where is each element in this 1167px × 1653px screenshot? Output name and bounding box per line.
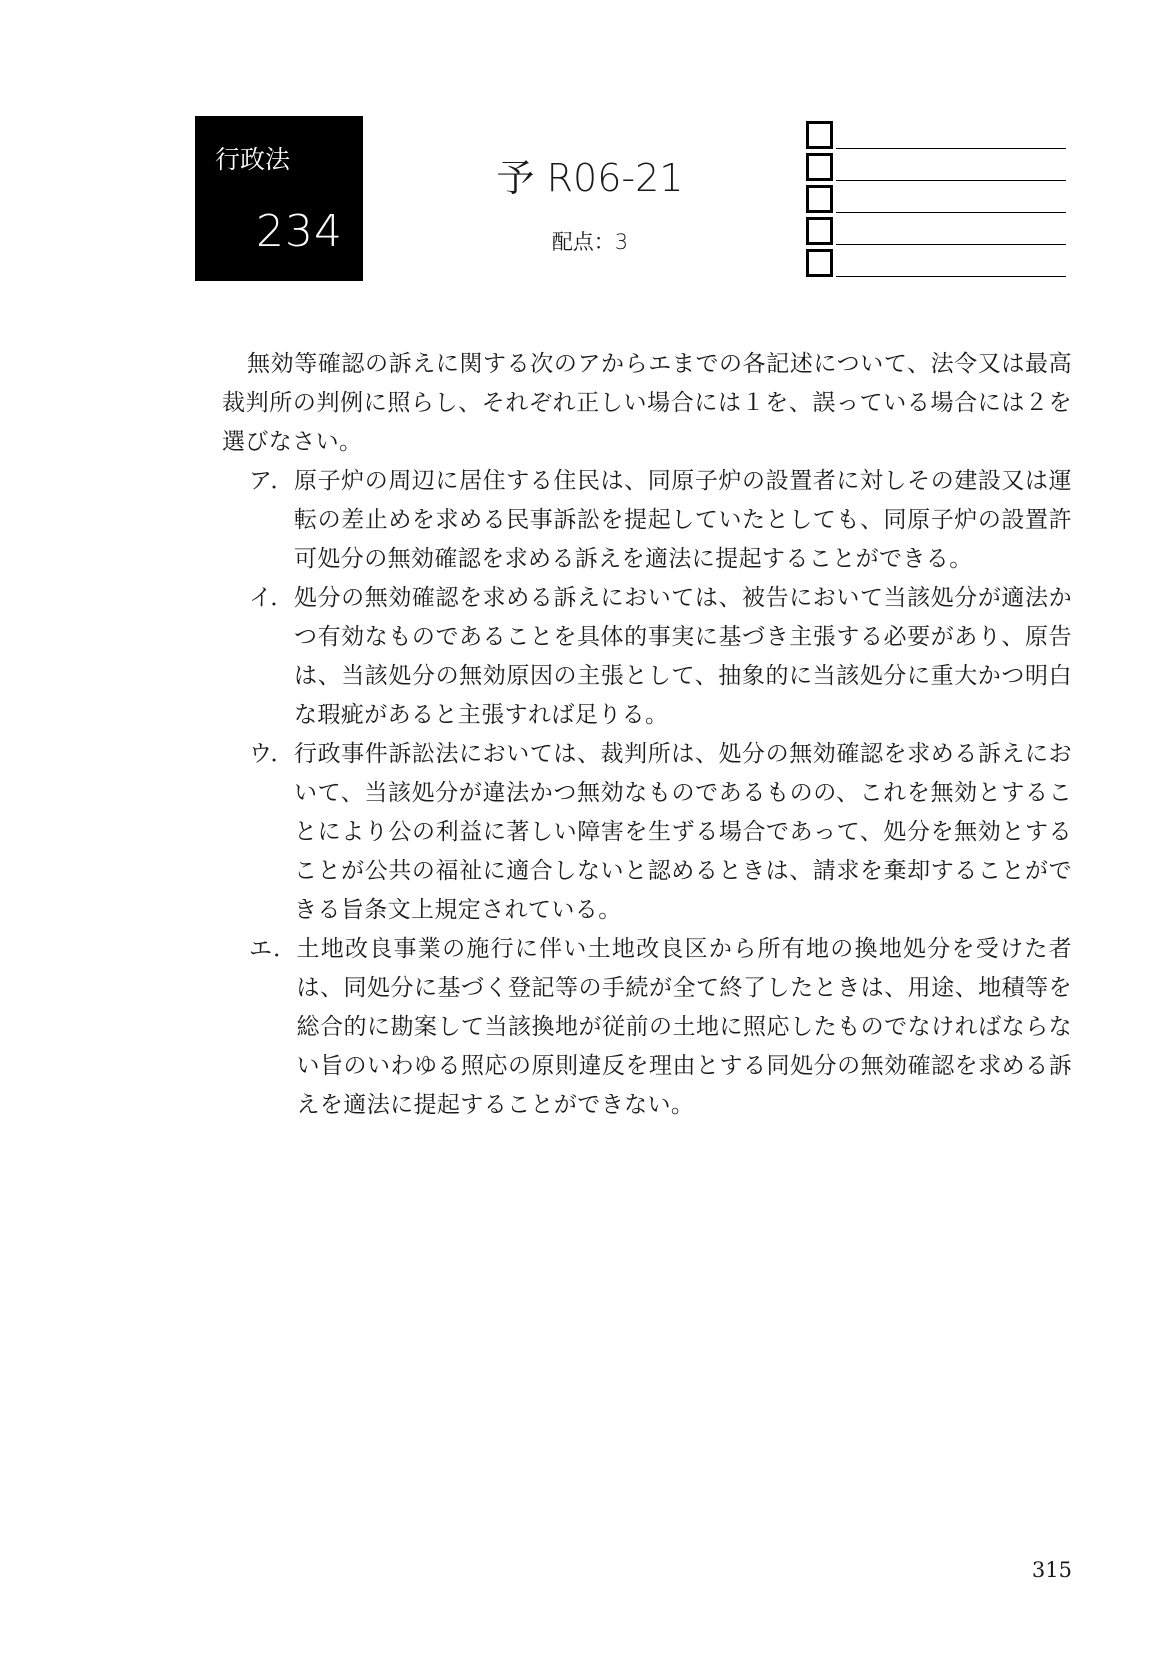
statement-e: [249, 930, 1072, 1125]
check-line: [836, 276, 1066, 277]
exam-code: 予 R06-21: [496, 156, 684, 200]
question-number: 234: [256, 206, 343, 257]
check-line: [836, 148, 1066, 149]
statement-label: エ．: [249, 936, 297, 962]
statement-list: [222, 462, 1072, 1125]
question-intro: 無効等確認の訴えに関する次のアからエまでの各記述について、法令又は最高裁判所の判例に照らし、それぞれ正しい場合には１を、誤っている場合には２を選びなさい。: [222, 351, 1072, 455]
checkbox[interactable]: [806, 185, 833, 213]
check-row: [806, 217, 1066, 249]
statement-label: ア．: [249, 468, 294, 494]
check-row: [806, 153, 1066, 185]
statement-u: [249, 735, 1072, 930]
check-line: [836, 212, 1066, 213]
page-number: 315: [1031, 1558, 1072, 1582]
statement-text: 処分の無効確認を求める訴えにおいては、被告において当該処分が適法かつ有効なものであることを具体的事実に基づき主張する必要があり、原告は、当該処分の無効原因の主張として、抽象的に当該処分に重大かつ明白な瑕疵があると主張すれば足りる。: [294, 585, 1072, 728]
check-line: [836, 244, 1066, 245]
statement-text: 土地改良事業の施行に伴い土地改良区から所有地の換地処分を受けた者は、同処分に基づく登記等の手続が全て終了したときは、用途、地積等を総合的に勘案して当該換地が従前の土地に照応したものでなければならない旨のいわゆる照応の原則違反を理由とする同処分の無効確認を求める訴えを適法に提起することができない。: [296, 936, 1072, 1118]
check-row: [806, 249, 1066, 281]
checkbox[interactable]: [806, 153, 833, 181]
checkbox[interactable]: [806, 121, 833, 149]
checkbox[interactable]: [806, 249, 833, 277]
subject-name: 行政法: [215, 145, 291, 174]
score: 配点：3: [551, 230, 629, 254]
statement-a: [249, 462, 1072, 579]
check-row: [806, 121, 1066, 153]
statement-label: ウ．: [249, 741, 294, 767]
check-line: [836, 180, 1066, 181]
checkbox[interactable]: [806, 217, 833, 245]
check-row: [806, 185, 1066, 217]
statement-text: 行政事件訴訟法においては、裁判所は、処分の無効確認を求める訴えにおいて、当該処分が違法かつ無効なものであるものの、これを無効とすることにより公の利益に著しい障害を生ずる場合であって、処分を無効とすることが公共の福祉に適合しないと認めるときは、請求を棄却することができる旨条文上規定されている。: [294, 741, 1072, 923]
subject-box: [195, 116, 363, 281]
check-panel: [806, 121, 1066, 281]
statement-label: イ．: [249, 585, 294, 611]
statement-text: 原子炉の周辺に居住する住民は、同原子炉の設置者に対しその建設又は運転の差止めを求める民事訴訟を提起していたとしても、同原子炉の設置許可処分の無効確認を求める訴えを適法に提起することができる。: [294, 468, 1072, 572]
question-body: [222, 345, 1072, 1125]
statement-i: [249, 579, 1072, 735]
